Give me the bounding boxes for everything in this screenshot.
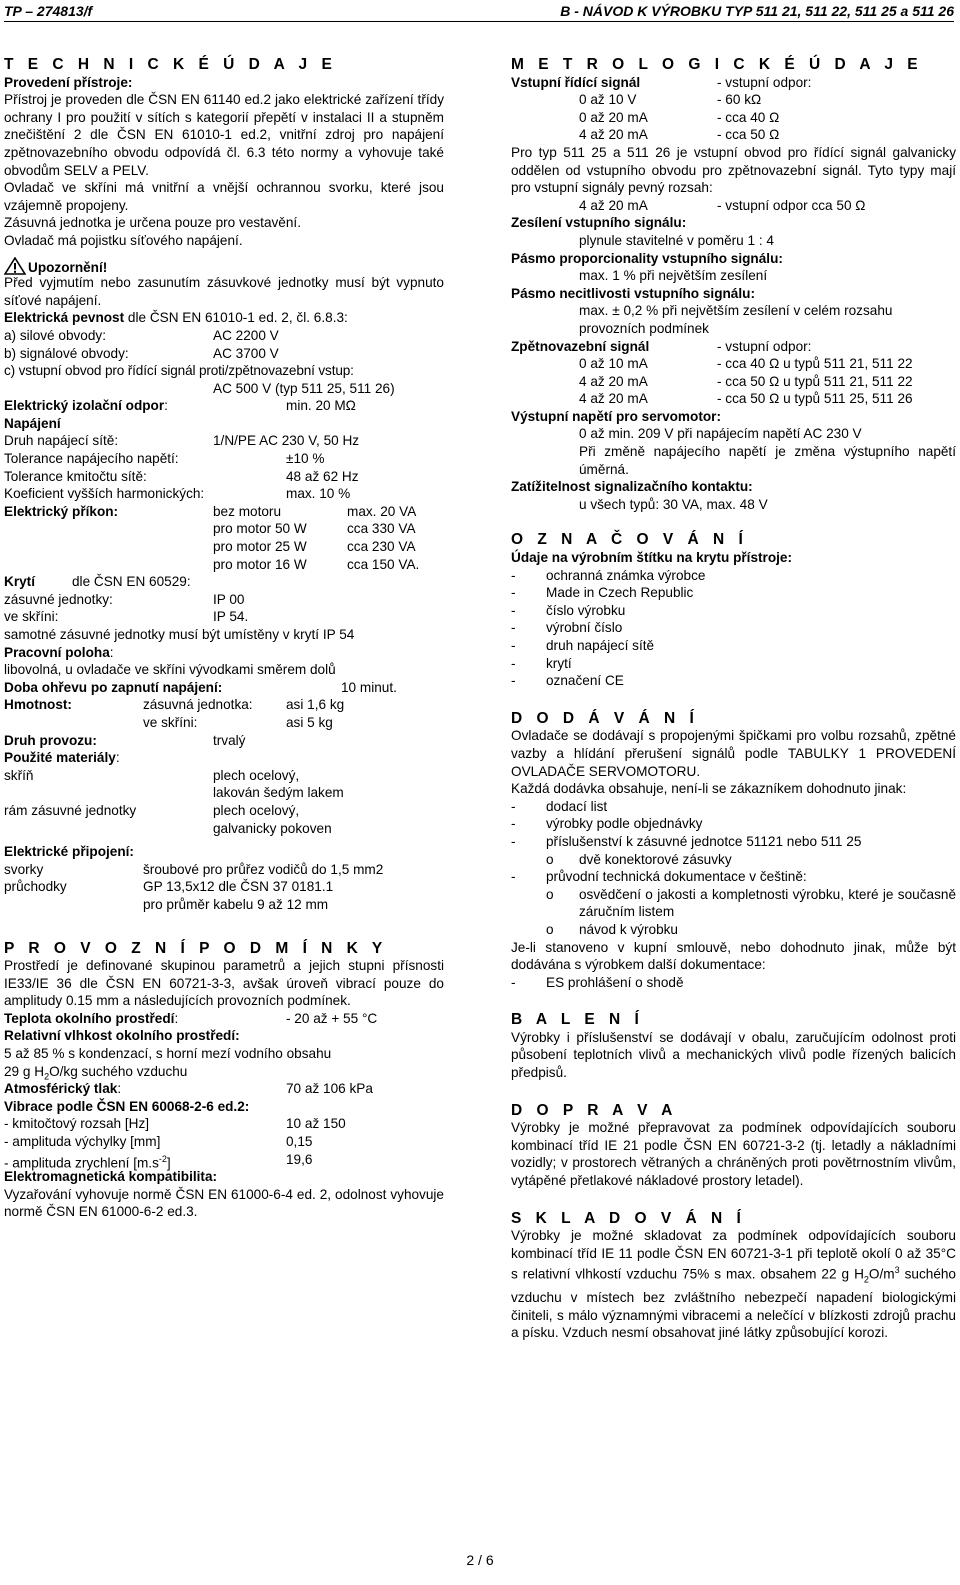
line-hmotnost-1: Hmotnost: zásuvná jednotka: asi 1,6 kg	[4, 697, 345, 713]
warning-icon	[4, 257, 26, 275]
right-column	[511, 56, 956, 1342]
line-vlhkost: 5 až 85 % s kondenzací, s horní mezí vodního obsahu	[4, 1046, 332, 1062]
heading-vibrace: Vibrace podle ČSN EN 60068-2-6 ed.2:	[4, 1098, 250, 1114]
line-tolerance-kmitoctu: Tolerance kmitočtu sítě: 48 až 62 Hz	[4, 468, 359, 484]
line-kryti: Krytí dle ČSN EN 60529:	[4, 574, 191, 590]
paragraph-ovladac: Ovladač ve skříni má vnitřní a vnější ochrannou svorku, které jsou vzájemně propojeny.	[4, 180, 444, 213]
line-pruchodky: průchodky GP 13,5x12 dle ČSN 37 0181.1	[4, 879, 334, 895]
line-vlhkost-2: 29 g $H_2O/kg$ suchého vzduchu	[4, 1063, 188, 1082]
list-subitem: o osvědčení o jakosti a kompletnosti výrobku, které je současně záručním listem	[546, 886, 956, 920]
paragraph-upozorneni: Před vyjmutím nebo zasunutím zásuvkové jednotky musí být vypnuto síťové napájení.	[4, 275, 444, 308]
line-vstup-2: 0 až 20 mA - cca 40 Ω	[579, 109, 780, 125]
header-rule	[4, 21, 954, 22]
line-vstup-3: 4 až 20 mA - cca 50 Ω	[579, 127, 780, 143]
line-vstup-1: 0 až 10 V - 60 kΩ	[579, 92, 762, 108]
heading-pripojeni: Elektrické připojení:	[4, 844, 134, 860]
section-title-skladovani: S K L A D O V Á N Í	[511, 1209, 746, 1227]
list-subitem: o návod k výrobku	[546, 921, 678, 937]
page-number: 2 / 6	[466, 1552, 494, 1568]
line-kryti-skrin: ve skříni: IP 54.	[4, 609, 249, 625]
paragraph-dodavani-2: Každá dodávka obsahuje, není-li se zákazníkem dohodnuto jinak:	[511, 781, 907, 797]
line-doba-ohrevu: Doba ohřevu po zapnutí napájení: 10 minut.	[4, 679, 397, 695]
heading-vlhkost: Relativní vlhkost okolního prostředí:	[4, 1028, 240, 1044]
line-svorky: svorky šroubové pro průřez vodičů do 1,5 mm2	[4, 861, 384, 877]
line-zpet-2: 4 až 20 mA - cca 50 Ω u typů 511 21, 511 22	[579, 373, 913, 389]
line-hmotnost-2: ve skříni: asi 5 kg	[143, 714, 333, 730]
line-vystupni-1: 0 až min. 209 V při napájecím napětí AC 230 V	[579, 426, 862, 442]
line-pevnost-b: b) signálové obvody: AC 3700 V	[4, 345, 279, 361]
line-harmonicke: Koeficient vyšších harmonických: max. 10 %	[4, 486, 351, 502]
line-teplota: Teplota okolního prostředí: - 20 až + 55 °C	[4, 1010, 378, 1026]
section-title-baleni: B A L E N Í	[511, 1011, 644, 1029]
page-header	[4, 3, 954, 21]
list-item: - příslušenství k zásuvné jednotce 51121 nebo 511 25	[511, 833, 862, 849]
section-title-dodavani: D O D Á V Á N Í	[511, 709, 699, 727]
paragraph-baleni: Výrobky i příslušenství se dodávají v obalu, zaručujícím odolnost proti působení teplotních vlivů a mechanických vlivů podle řízených balicích předpisů.	[511, 1029, 956, 1081]
line-zpetnovazebni: Zpětnovazební signál - vstupní odpor:	[511, 338, 812, 354]
line-zatizitelnost: u všech typů: 30 VA, max. 48 V	[579, 496, 768, 512]
heading-napajeni: Napájení	[4, 415, 61, 431]
paragraph-zasuvna: Zásuvná jednotka je určena pouze pro vestavění.	[4, 215, 301, 231]
heading-zatizitelnost: Zatížitelnost signalizačního kontaktu:	[511, 479, 753, 495]
line-prikon-2: pro motor 25 W cca 230 VA	[213, 539, 416, 555]
section-title-doprava: D O P R A V A	[511, 1101, 678, 1119]
paragraph-provedeni: Přístroj je proveden dle ČSN EN 61140 ed.2 jako elektrické zařízení třídy ochrany I pro použití v sítích s kategorií přepětí v instalaci II a stupněm znečištění 2 dle ČSN EN 61010-1 ed.2, vnitřní zdroj pro napájení zpětnovazebního obvodu odpovídá čl. 6.3 této normy a vyhovuje také obvodům SELV a PELV.	[4, 92, 444, 178]
line-pevnost-c-value: AC 500 V (typ 511 25, 511 26)	[213, 380, 395, 396]
line-pevnost-c: c) vstupní obvod pro řídící signál proti/zpětnovazební vstup:	[4, 363, 354, 379]
section-title-oznacovani: O Z N A Č O V Á N Í	[511, 531, 748, 549]
heading-zesileni: Zesílení vstupního signálu:	[511, 215, 687, 231]
line-necitlivost-1: max. ± 0,2 % při největším zesílení v celém rozsahu	[579, 303, 893, 319]
line-material-2: rám zásuvné jednotky plech ocelový,	[4, 802, 300, 818]
line-pracovni-poloha: Pracovní poloha:	[4, 644, 114, 660]
warning-heading	[4, 257, 444, 275]
paragraph-skladovani: Výrobky je možné skladovat za podmínek odpovídajících souboru kombinací tříd IE 11 podle ČSN EN 60721-3-1 při teplotě okolí 0 až 35°C s relativní vlhkostí vzduchu 75% s max. obsahem 22 g $H_2O/m^3$ suchého vzduchu v místech bez zvláštního nebezpečí napadení biologickými činiteli, s málo významnými vibracemi a nelečící v blízkosti zdrojů prachu a písku. Vzduch nesmí obsahovat jiné látky způsobující korozi.	[511, 1228, 956, 1341]
heading-stitek: Údaje na výrobním štítku na krytu přístroje:	[511, 550, 793, 566]
left-column	[4, 56, 444, 1221]
paragraph-doprava: Výrobky je možné přepravovat za podmínek odpovídajících souboru kombinací tříd IE 21 podle ČSN EN 60721-3-2 (tj. letadly a nákladními vozidly; v prostorech větraných a chráněných proti povětrnostním vlivům, vytápěné přetlakové nákladové prostory letadel).	[511, 1120, 956, 1189]
document-number: TP – 274813/f	[4, 3, 93, 19]
line-zesileni: plynule stavitelné v poměru 1 : 4	[579, 232, 774, 248]
list-subitem: o dvě konektorové zásuvky	[546, 851, 732, 867]
line-pevnost: Elektrická pevnost dle ČSN EN 61010-1 ed. 2, čl. 6.8.3:	[4, 310, 348, 326]
line-kryti-note: samotné zásuvné jednotky musí být umístěny v krytí IP 54	[4, 627, 355, 642]
list-item: - dodací list	[511, 798, 608, 814]
line-typ-rozsah: 4 až 20 mA - vstupní odpor cca 50 Ω	[579, 197, 866, 213]
line-material-2b: galvanicky pokoven	[213, 820, 332, 836]
heading-emc: Elektromagnetická kompatibilita:	[4, 1169, 218, 1185]
paragraph-dodavani-1: Ovladače se dodávají s propojenými špičkami pro volbu rozsahů, zpětné vazby a hlídání přerušení signálů podle TABULKY 1 PROVEDENÍ OVLADAČE SERVOMOTORU.	[511, 728, 956, 779]
line-pasmo: max. 1 % při největším zesílení	[579, 268, 768, 284]
line-izolacni-odpor: Elektrický izolační odpor: min. 20 MΩ	[4, 398, 356, 414]
heading-provedeni: Provedení přístroje:	[4, 74, 133, 90]
line-tolerance-napeti: Tolerance napájecího napětí: ±10 %	[4, 451, 325, 467]
paragraph-pojistka: Ovladač má pojistku síťového napájení.	[4, 232, 243, 248]
line-vstupni-signal: Vstupní řídící signál - vstupní odpor:	[511, 74, 812, 90]
list-item: - označení CE	[511, 673, 624, 689]
line-vystupni-2: Při změně napájecího napětí je změna výstupního napětí úměrná.	[579, 444, 956, 477]
list-item: - průvodní technická dokumentace v češtině:	[511, 869, 807, 885]
list-item: - Made in Czech Republic	[511, 585, 694, 601]
paragraph-dodavani-3: Je-li stanoveno v kupní smlouvě, nebo dohodnuto jinak, může být dodávána s výrobkem další dokumentace:	[511, 939, 956, 973]
paragraph-typ: Pro typ 511 25 a 511 26 je vstupní obvod pro řídící signál galvanicky oddělen od vstupního obvodu pro zpětnovazební signál. Tyto typy mají pro vstupní signály pevný rozsah:	[511, 144, 956, 196]
line-tlak: Atmosférický tlak: 70 až 106 kPa	[4, 1081, 373, 1097]
line-vibrace-2: - amplituda výchylky [mm] 0,15	[4, 1134, 313, 1150]
line-materialy: Použité materiály:	[4, 750, 120, 766]
line-material-1: skříň plech ocelový,	[4, 767, 300, 783]
document-title: B - NÁVOD K VÝROBKU TYP 511 21, 511 22, 511 25 a 511 26	[560, 3, 954, 19]
line-druh-site: Druh napájecí sítě: 1/N/PE AC 230 V, 50 Hz	[4, 433, 360, 449]
line-prikon-1: pro motor 50 W cca 330 VA	[213, 521, 416, 537]
line-druh-provozu: Druh provozu: trvalý	[4, 732, 246, 748]
list-item: - číslo výrobku	[511, 602, 626, 618]
list-item: - druh napájecí sítě	[511, 638, 655, 653]
paragraph-emc: Vyzařování vyhovuje normě ČSN EN 61000-6-4 ed. 2, odolnost vyhovuje normě ČSN EN 61000-6-2 ed.3.	[4, 1186, 444, 1220]
line-material-1b: lakován šedým lakem	[213, 785, 344, 801]
section-title-provozni: P R O V O Z N Í P O D M Í N K Y	[4, 939, 388, 957]
heading-vystupni: Výstupní napětí pro servomotor:	[511, 408, 721, 424]
line-kryti-zasuvne: zásuvné jednotky: IP 00	[4, 591, 245, 607]
line-prikon-0: Elektrický příkon: bez motoru max. 20 VA	[4, 503, 417, 519]
line-necitlivost-2: provozních podmínek	[579, 320, 709, 336]
line-vibrace-3: - amplituda zrychlení $[m.s^{-2}]$ 19,6	[4, 1151, 313, 1171]
section-title-technical: T E C H N I C K É Ú D A J E	[4, 56, 337, 73]
line-prikon-3: pro motor 16 W cca 150 VA.	[213, 556, 420, 572]
list-item: - ES prohlášení o shodě	[511, 974, 684, 990]
warning-label: Upozornění!	[28, 259, 108, 275]
paragraph-provozni: Prostředí je definované skupinou parametrů a jejich stupni přísnosti IE33/IE 36 dle ČSN EN 60721-3-3, avšak úroveň vibrací pouze do amplitudy 0.15 mm a následujících provozních podmínek.	[4, 958, 444, 1009]
heading-pasmo: Pásmo proporcionality vstupního signálu:	[511, 250, 783, 266]
section-title-metrologicke: M E T R O L O G I C K É Ú D A J E	[511, 56, 923, 73]
list-item: - ochranná známka výrobce	[511, 567, 706, 583]
line-vibrace-1: - kmitočtový rozsah [Hz] 10 až 150	[4, 1116, 346, 1132]
line-poloha-text: libovolná, u ovladače ve skříni vývodkami směrem dolů	[4, 662, 336, 678]
line-zpet-1: 0 až 10 mA - cca 40 Ω u typů 511 21, 511 22	[579, 356, 913, 372]
list-item: - výrobní číslo	[511, 620, 623, 636]
line-zpet-3: 4 až 20 mA - cca 50 Ω u typů 511 25, 511 26	[579, 391, 913, 407]
list-item: - výrobky podle objednávky	[511, 816, 703, 832]
list-item: - krytí	[511, 655, 572, 671]
line-pevnost-a: a) silové obvody: AC 2200 V	[4, 327, 279, 343]
line-pruchodky-2: pro průměr kabelu 9 až 12 mm	[143, 896, 329, 912]
heading-necitlivost: Pásmo necitlivosti vstupního signálu:	[511, 285, 755, 301]
